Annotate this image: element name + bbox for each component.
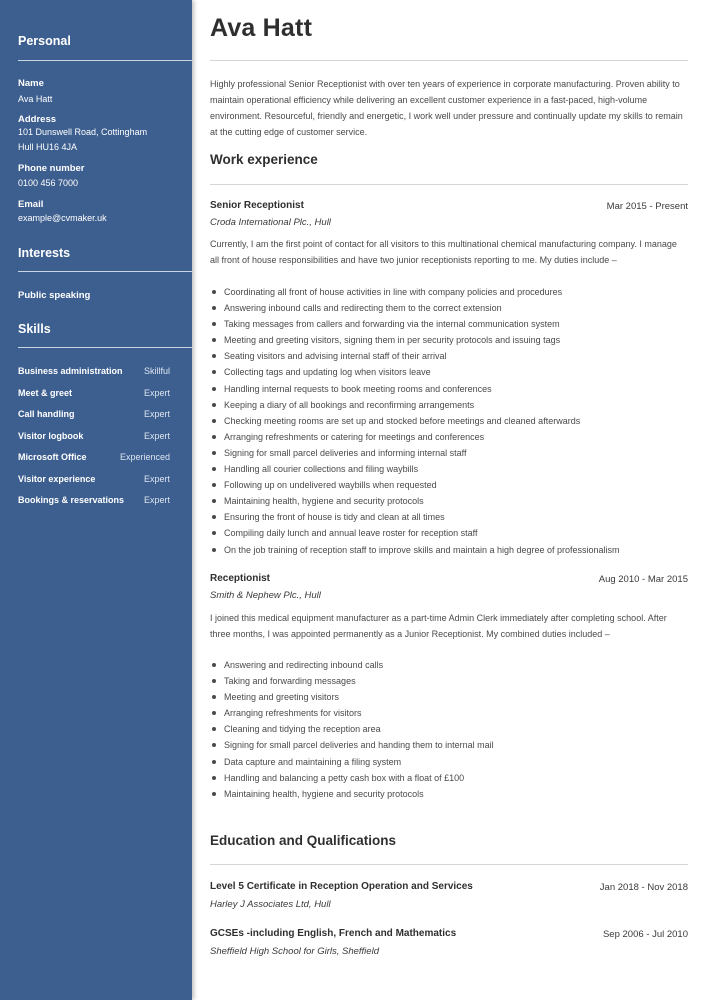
skills-divider bbox=[18, 347, 192, 348]
list-item: Collecting tags and updating log when visitors leave bbox=[210, 364, 688, 380]
education-title: GCSEs -including English, French and Mathematics bbox=[210, 928, 457, 939]
job-company: Croda International Plc., Hull bbox=[210, 217, 331, 228]
job-date: Mar 2015 - Present bbox=[606, 201, 688, 212]
list-item: Seating visitors and advising internal staff of their arrival bbox=[210, 348, 688, 364]
skill-name: Business administration bbox=[18, 366, 123, 376]
skill-name: Microsoft Office bbox=[18, 452, 87, 462]
personal-divider bbox=[18, 60, 192, 61]
list-item: Maintaining health, hygiene and security protocols bbox=[210, 786, 688, 802]
personal-heading: Personal bbox=[18, 34, 71, 48]
email-label: Email bbox=[18, 199, 44, 210]
skill-row bbox=[18, 495, 170, 505]
job-description: Currently, I am the first point of contact for all visitors to this multinational chemical manufacturing company. I manage all front of house responsibilities and have two junior receptionists reporting to me. My duties include – bbox=[210, 239, 677, 265]
job-description: I joined this medical equipment manufacturer as a part-time Admin Clerk immediately after completing school. After three months, I was appointed permanently as a Junior Receptionist. My combined duties included – bbox=[210, 613, 667, 639]
education-title: Level 5 Certificate in Reception Operation and Services bbox=[210, 881, 473, 892]
list-item: Coordinating all front of house activities in line with company policies and procedures bbox=[210, 284, 688, 300]
skill-row bbox=[18, 388, 170, 398]
skill-level: Experienced bbox=[119, 452, 170, 462]
list-item: Compiling daily lunch and annual leave roster for reception staff bbox=[210, 525, 688, 541]
skill-level: Expert bbox=[143, 409, 170, 419]
skill-level: Expert bbox=[143, 431, 170, 441]
list-item: Signing for small parcel deliveries and informing internal staff bbox=[210, 445, 688, 461]
list-item: Handling all courier collections and filing waybills bbox=[210, 461, 688, 477]
list-item: Maintaining health, hygiene and security protocols bbox=[210, 493, 688, 509]
education-date: Jan 2018 - Nov 2018 bbox=[599, 882, 688, 893]
skill-level: Skillful bbox=[143, 366, 170, 376]
interests-divider bbox=[18, 271, 192, 272]
skill-name: Visitor experience bbox=[18, 474, 96, 484]
job-title: Senior Receptionist bbox=[210, 200, 304, 211]
header-divider bbox=[210, 60, 688, 61]
skill-level: Expert bbox=[143, 495, 170, 505]
list-item: Keeping a diary of all bookings and reconfirming arrangements bbox=[210, 397, 688, 413]
name-label: Name bbox=[18, 78, 44, 89]
job-date: Aug 2010 - Mar 2015 bbox=[598, 574, 688, 585]
list-item: Checking meeting rooms are set up and stocked before meetings and cleaned afterwards bbox=[210, 413, 688, 429]
skill-row bbox=[18, 366, 170, 376]
address-label: Address bbox=[18, 114, 57, 125]
job-title: Receptionist bbox=[210, 573, 271, 584]
interest-item: Public speaking bbox=[18, 290, 91, 301]
candidate-name: Ava Hatt bbox=[210, 14, 313, 42]
list-item: Taking and forwarding messages bbox=[210, 673, 688, 689]
job-company: Smith & Nephew Plc., Hull bbox=[210, 590, 321, 601]
list-item: Handling internal requests to book meeting rooms and conferences bbox=[210, 381, 688, 397]
list-item: Meeting and greeting visitors bbox=[210, 689, 688, 705]
skill-row bbox=[18, 431, 170, 441]
list-item: Taking messages from callers and forwarding via the internal communication system bbox=[210, 316, 688, 332]
list-item: Handling and balancing a petty cash box with a float of £100 bbox=[210, 770, 688, 786]
job-duties-list bbox=[210, 657, 688, 802]
interests-heading: Interests bbox=[18, 246, 71, 260]
skill-row bbox=[18, 452, 170, 462]
skill-level: Expert bbox=[143, 388, 170, 398]
phone-label: Phone number bbox=[18, 163, 85, 174]
skill-name: Bookings & reservations bbox=[18, 495, 125, 505]
education-institution: Sheffield High School for Girls, Sheffield bbox=[210, 946, 379, 957]
job-duties-list bbox=[210, 284, 688, 558]
skill-name: Visitor logbook bbox=[18, 431, 84, 441]
list-item: Arranging refreshments or catering for meetings and conferences bbox=[210, 429, 688, 445]
list-item: Arranging refreshments for visitors bbox=[210, 705, 688, 721]
skills-heading: Skills bbox=[18, 322, 51, 336]
list-item: Answering and redirecting inbound calls bbox=[210, 657, 688, 673]
skill-row bbox=[18, 409, 170, 419]
profile-summary: Highly professional Senior Receptionist with over ten years of experience in corporate manufacturing. Proven ability to maintain operational efficiency while delivering an excellent customer experience in a fast-paced, high-volume environment. Resourceful, friendly and energetic, I work well under pressure and continually update my skills to remain at the cutting edge of customer service. bbox=[210, 79, 683, 137]
address-line-2: Hull HU16 4JA bbox=[18, 142, 78, 152]
list-item: Ensuring the front of house is tidy and clean at all times bbox=[210, 509, 688, 525]
work-experience-divider bbox=[210, 184, 688, 185]
list-item: Meeting and greeting visitors, signing them in per security protocols and issuing tags bbox=[210, 332, 688, 348]
list-item: Cleaning and tidying the reception area bbox=[210, 721, 688, 737]
education-divider bbox=[210, 864, 688, 865]
work-experience-heading: Work experience bbox=[210, 152, 318, 167]
list-item: Following up on undelivered waybills when requested bbox=[210, 477, 688, 493]
skill-row bbox=[18, 474, 170, 484]
list-item: Data capture and maintaining a filing system bbox=[210, 754, 688, 770]
list-item: Answering inbound calls and redirecting them to the correct extension bbox=[210, 300, 688, 316]
name-value: Ava Hatt bbox=[18, 94, 53, 104]
list-item: Signing for small parcel deliveries and handing them to internal mail bbox=[210, 737, 688, 753]
skill-name: Call handling bbox=[18, 409, 75, 419]
skill-name: Meet & greet bbox=[18, 388, 73, 398]
education-heading: Education and Qualifications bbox=[210, 833, 397, 848]
email-value: example@cvmaker.uk bbox=[18, 213, 107, 223]
sidebar bbox=[0, 0, 192, 1000]
education-institution: Harley J Associates Ltd, Hull bbox=[210, 899, 331, 910]
list-item: On the job training of reception staff to improve skills and maintain a high degree of professionalism bbox=[210, 542, 688, 558]
address-line-1: 101 Dunswell Road, Cottingham bbox=[18, 127, 148, 137]
skill-level: Expert bbox=[143, 474, 170, 484]
education-date: Sep 2006 - Jul 2010 bbox=[602, 929, 688, 940]
phone-value: 0100 456 7000 bbox=[18, 178, 79, 188]
